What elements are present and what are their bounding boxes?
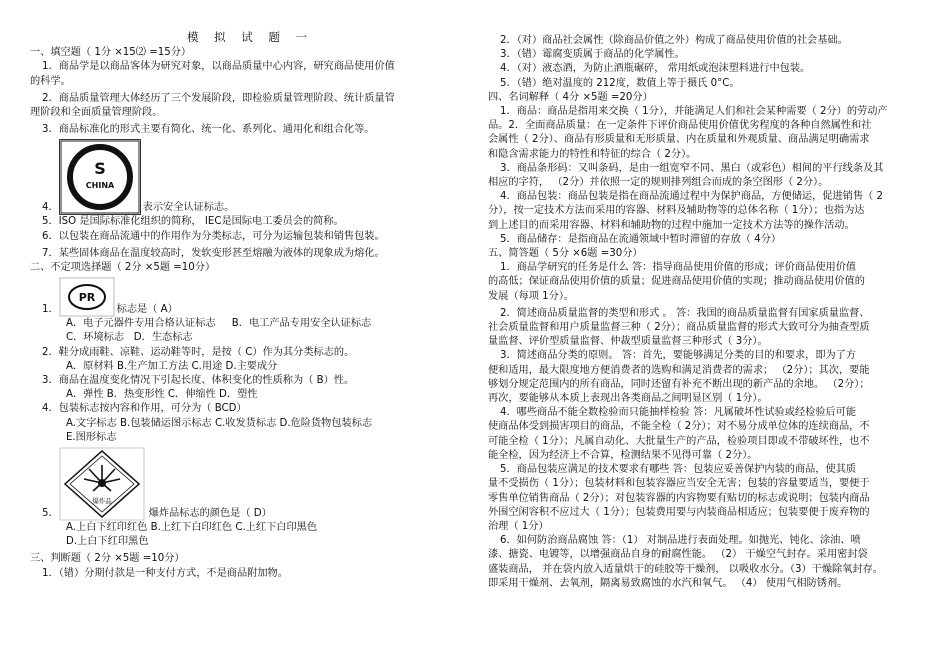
question-3: 3．商品标准化的形式主要有简化、统一化、系列化、通用化和组合化等。 [42, 124, 375, 136]
term-5: 5．商品储存：是指商品在流通领域中暂时滞留的存放（ 4分） [500, 233, 782, 245]
explosive-icon [59, 447, 145, 521]
section-true-false: 三、判断题（ 2分 ×5题 =10分） [30, 553, 185, 565]
choice-1-options-ab: A．电子元器件专用合格认证标志 B．电工产品专用安全认证标志 [66, 318, 372, 330]
answer-6-line3: 盛装商品， 并在袋内放入适量烘干的硅胶等干燥剂， 以吸收水分。（3）干燥除氧封存。 [488, 563, 883, 575]
answer-6-line2: 漆、搪瓷、电镀等，以增强商品自身的耐腐性能。 （2） 干燥空气封存。采用密封袋 [488, 549, 868, 561]
question-4-text: 表示安全认证标志。 [142, 202, 235, 214]
answer-5-line1: 5．商品包装应满足的技术要求有哪些 答：包装应妥善保护内装的商品，使其质 [500, 464, 857, 476]
judge-4: 4．（对）液态酒，为防止酒瓶碾碎， 常用纸或泡沫塑料进行中包装。 [500, 63, 811, 75]
choice-4-option-e: E.图形标志 [66, 431, 117, 443]
choice-2: 2．鞋分成雨鞋、凉鞋、运动鞋等时，是按（ C）作为其分类标志的。 [42, 346, 355, 358]
svg-text:爆炸品: 爆炸品 [91, 497, 112, 506]
exam-title: 模 拟 试 题 一 [186, 30, 314, 44]
answer-5-line4: 外围空闲容积不应过大（ 1分）；包装费用要与内装商品相适应；包装要便于废弃物的 [488, 506, 870, 518]
choice-3-options: A．弹性 B．热变形性 C．伸缩性 D．塑性 [66, 389, 258, 401]
logo-letter: S [93, 159, 106, 179]
right-column [488, 34, 928, 591]
section-multiple-choice: 二、不定项选择题（ 2分 ×5题 =10分） [30, 262, 216, 274]
section-short-answer: 五、简答题（ 5分 ×6题 =30分） [488, 248, 643, 260]
answer-5-line2: 量不受损伤（ 1分）；包装材料和包装容器应当安全无害；包装的容量要适当，要便于 [488, 478, 870, 490]
answer-3-line3: 够划分规定范围内的所有商品，同时还留有补充不断出现的新产品的余地。 （2分）； [488, 378, 870, 390]
answer-1-line2: 的高低；保证商品使用价值的质量；促进商品使用价值的实现；推动商品使用价值的 [488, 276, 865, 288]
logo-text: CHINA [85, 181, 114, 191]
answer-2-line2: 社会质量监督和用户质量监督三种（ 2分）；商品质量监督的形式大致可分为抽查型质 [488, 322, 870, 334]
answer-3-line1: 3．简述商品分类的原则。 答：首先，要能够满足分类的目的和要求，即为了方 [500, 350, 857, 362]
choice-5-options: A.上白下红印红色 B.上红下白印红色 C.上红下白印黑色 [66, 522, 318, 534]
term-4-line3: 到上述目的而采用容器、材料和辅助物的过程中施加一定技术方法等的操作活动。 [488, 219, 855, 231]
choice-1-row [30, 277, 470, 317]
term-1-line3: 会属性（ 2分）、商品有形质量和无形质量、内在质量和外观质量、商品满足明确需求 [488, 134, 870, 146]
choice-5-option-d: D.上白下红印黑色 [66, 536, 149, 548]
choice-4: 4．包装标志按内容和作用，可分为（ BCD） [42, 403, 247, 415]
term-4-line1: 4．商品包装：商品包装是指在商品流通过程中为保护商品，方便储运，促进销售（ 2 [500, 191, 883, 203]
judge-2: 2．（对）商品社会属性（除商品价值之外）构成了商品使用价值的社会基础。 [500, 35, 848, 46]
question-1-line2: 的科学。 [30, 75, 71, 87]
question-2-line1: 2．商品质量管理大体经历了三个发展阶段，即检验质量管理阶段、统计质量管 [42, 92, 395, 104]
answer-2-line3: 量监督、评价型质量监督、仲裁型质量监督三种形式（ 3分）。 [488, 336, 768, 348]
term-1-line2: 品。2．全面商品质量：在一定条件下评价商品使用价值优劣程度的各种自然属性和社 [488, 120, 872, 132]
term-3-line1: 3．商品条形码：又叫条码，是由一组宽窄不同、黑白（或彩色）相间的平行线条及其 [500, 162, 884, 174]
choice-5-row [30, 447, 470, 521]
term-4-line2: 分），按一定技术方法而采用的容器、材料及辅助物等的总体名称（ 1分）；也指为达 [488, 205, 865, 217]
judge-1: 1．（错）分期付款是一种支付方式，不是商品附加物。 [42, 567, 288, 579]
section-fill-blank: 一、填空题（ 1分 ×15⑵ =15分） [30, 47, 192, 59]
term-1-line1: 1．商品：商品是指用来交换（ 1分），并能满足人们和社会某种需要（ 2分）的劳动产 [500, 106, 888, 118]
term-1-line4: 和隐含需求能力的特性和特征的综合（ 2分）。 [488, 148, 697, 160]
question-1-line1: 1．商品学是以商品客体为研究对象，以商品质量中心内容，研究商品使用价值 [42, 61, 395, 73]
judge-5: 5．（错）绝对温度的 212度，数值上等于摄氏 0°C。 [500, 77, 740, 89]
answer-5-line3: 零售单位销售商品（ 2分）；对包装容器的内容物要有贴切的标志或说明；包装内商品 [488, 492, 870, 504]
pr-logo [59, 277, 115, 317]
answer-6-line1: 6．如何防治商品腐蚀 答：（1） 对制品进行表面处理。如抛光、钝化、涂油、喷 [500, 535, 861, 547]
question-7: 7．某些固体商品在温度较高时，发软变形甚至熔融为液体的现象成为熔化。 [42, 247, 385, 259]
answer-1-line3: 发展（每项 1分）。 [488, 290, 575, 302]
choice-5-number: 5． [42, 507, 59, 519]
safety-cert-logo [59, 139, 141, 215]
question-4-row [30, 139, 470, 215]
answer-4-line1: 4．哪些商品不能全数检验而只能抽样检验 答：凡属破坏性试验或经检验后可能 [500, 407, 857, 419]
answer-2-line1: 2．简述商品质量监督的类型和形式 。 答：我国的商品质量监督有国家质量监督、 [500, 307, 870, 319]
question-4-number: 4． [42, 202, 59, 214]
safety-cert-icon [60, 140, 140, 214]
answer-6-line4: 即采用干燥剂、去氧剂，隔离易致腐蚀的水汽和氧气。 （4） 使用气相防锈剂。 [488, 577, 848, 589]
svg-text:PR: PR [78, 291, 95, 305]
choice-1-text: 标志是（ A） [116, 304, 178, 316]
explosive-logo [59, 447, 145, 521]
choice-1-options-cd: C．环境标志 D．生态标志 [66, 332, 193, 344]
choice-5-text: 爆炸品标志的颜色是（ D） [148, 507, 272, 519]
answer-3-line4: 再次，要能够从本质上表现出各类商品之间明显区别（ 1分）。 [488, 393, 768, 405]
question-5: 5．ISO 是国际标准化组织的简称， IEC是国际电工委员会的简称。 [42, 216, 344, 228]
answer-3-line2: 便和适用，最大限度地方便消费者的选购和满足消费者的需求； （2分）；其次，要能 [488, 364, 870, 376]
judge-3: 3．（错）霉腐变质属于商品的化学属性。 [500, 49, 685, 61]
choice-2-options: A．原材料 B.生产加工方法 C.用途 D.主要成分 [66, 360, 278, 372]
pr-icon [59, 277, 115, 317]
question-6: 6．以包装在商品流通中的作用作为分类标志，可分为运输包装和销售包装。 [42, 230, 385, 242]
answer-4-line3: 可能全检（ 1分）；凡属自动化、大批量生产的产品，检验项目即或不带破坏性，也不 [488, 435, 870, 447]
section-term-definition: 四、名词解释（ 4分 ×5题 =20分） [488, 91, 653, 103]
choice-3: 3．商品在温度变化情况下引起长度、体积变化的性质称为（ B）性。 [42, 375, 355, 387]
term-3-line2: 相应的字符， （2分）并依照一定的规则排列组合而成的条空图形（ 2分）。 [488, 177, 829, 189]
choice-4-options: A.文字标志 B.包装储运图示标志 C.收发货标志 D.危险货物包装标志 [66, 417, 373, 429]
answer-4-line4: 能全检，因为经济上不合算，检测结果不见得可靠（ 2分）。 [488, 449, 758, 461]
choice-1-number: 1． [42, 304, 59, 316]
left-column [30, 0, 470, 581]
answer-5-line5: 治理（ 1分） [488, 520, 549, 532]
question-2-line2: 理阶段和全面质量管理阶段。 [30, 107, 163, 119]
answer-4-line2: 使商品体受到损害项目的商品，不能全检（ 2分）；对不易分成单位体的连续商品，不 [488, 421, 870, 433]
answer-1-line1: 1．商品学研究的任务是什么 答：指导商品使用价值的形成；评价商品使用价值 [500, 262, 857, 274]
